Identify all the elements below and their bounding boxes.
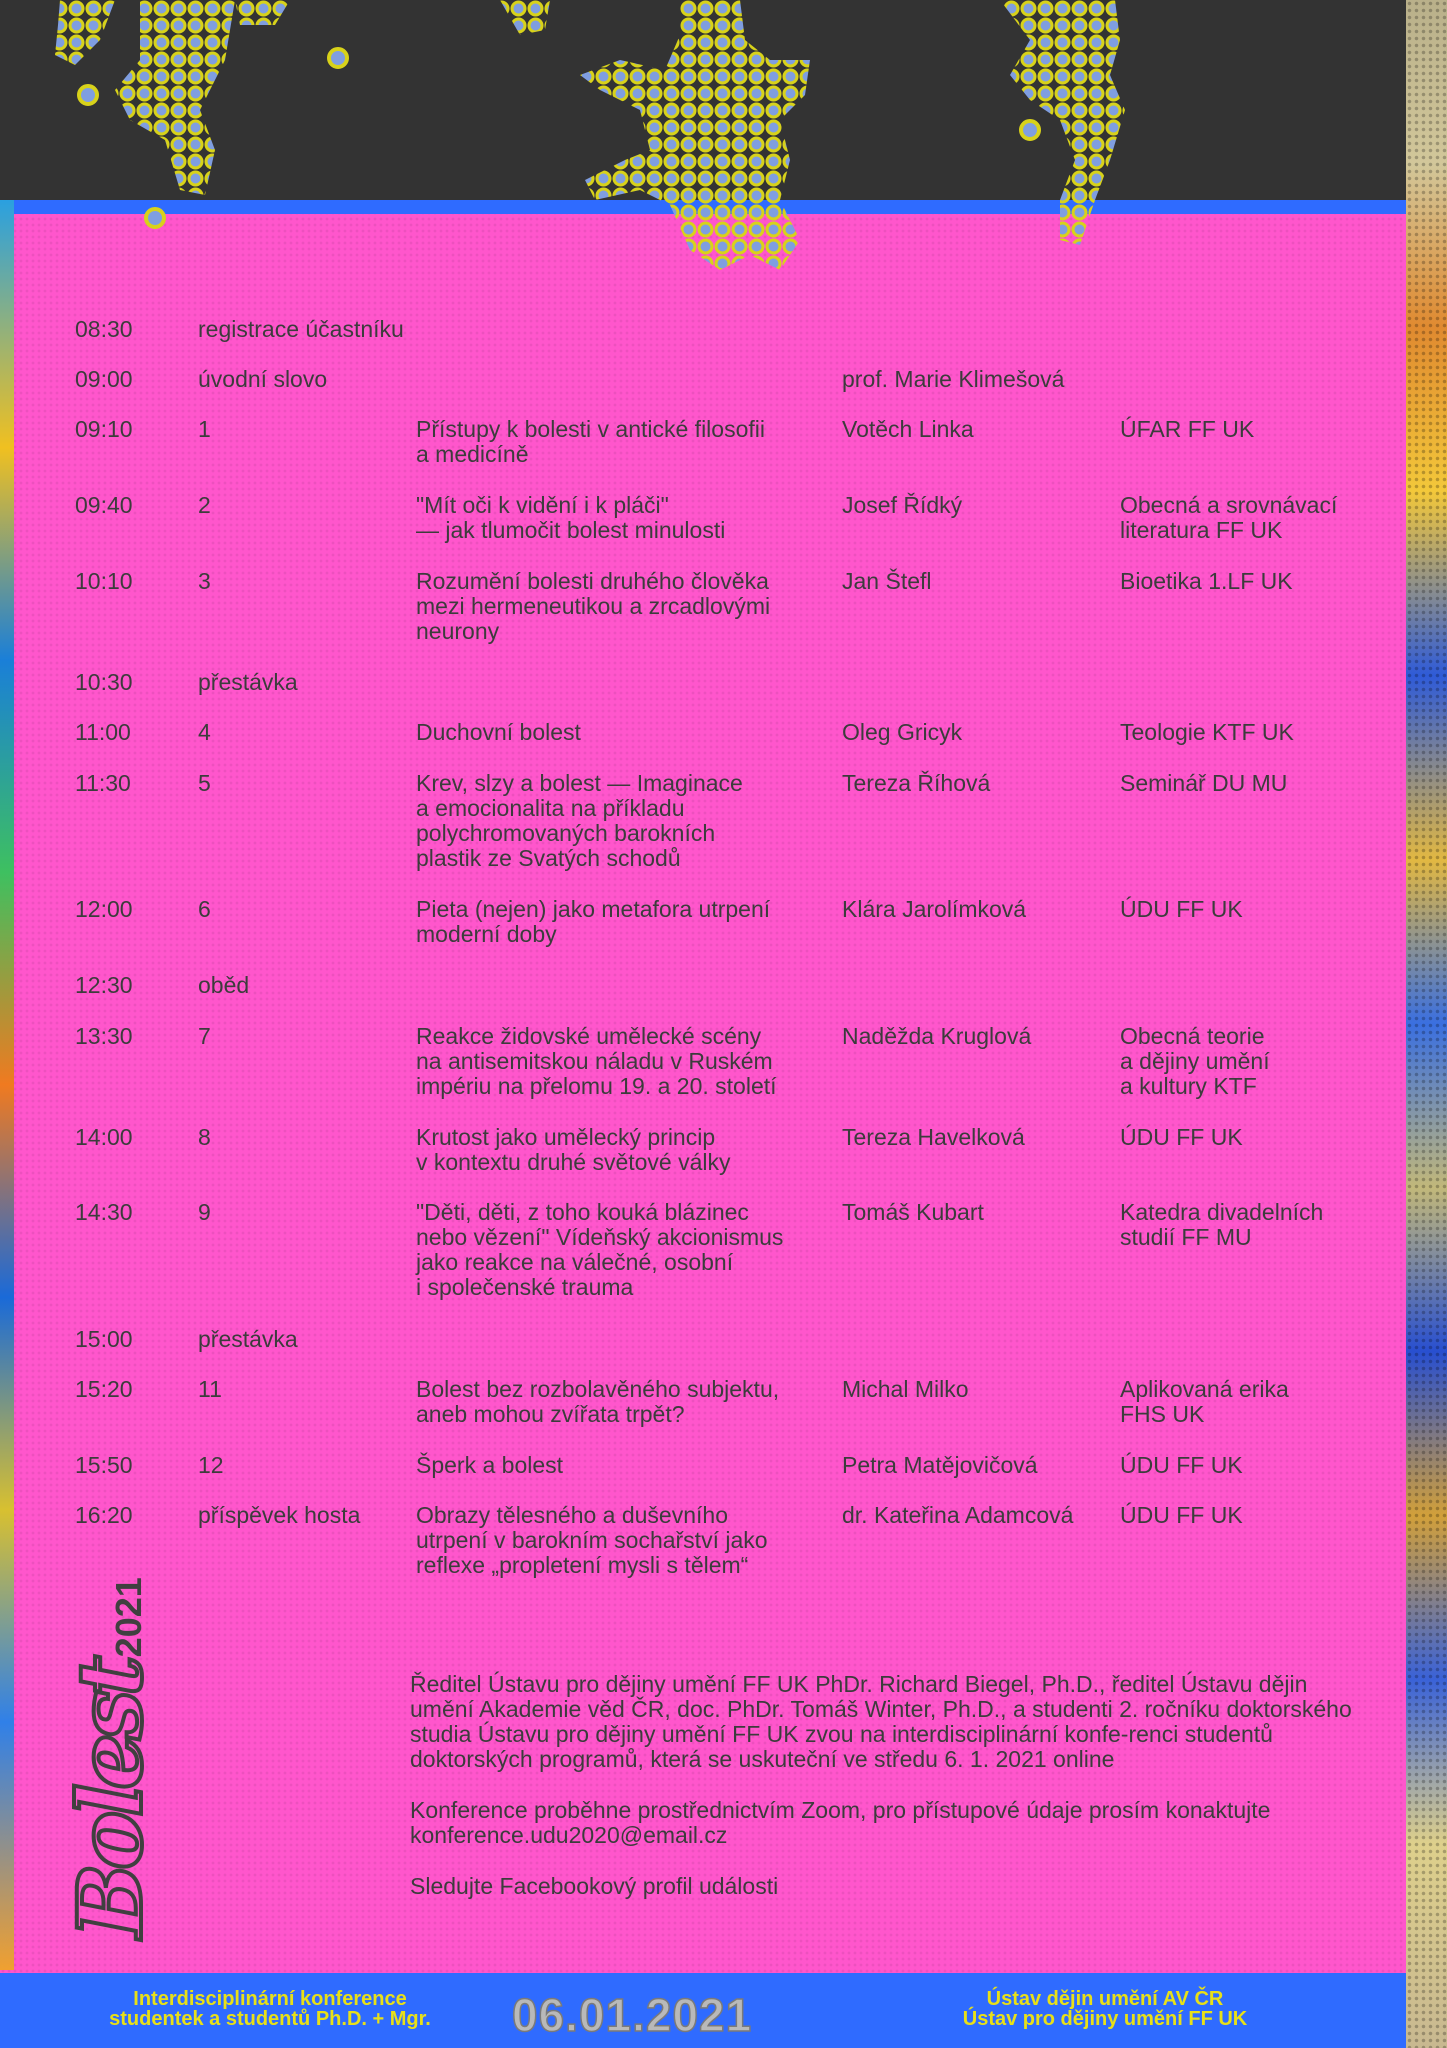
schedule-speaker: Tereza Říhová	[842, 770, 991, 796]
schedule-talk-title: "Mít oči k vidění i k pláči" — jak tlumočit bolest minulosti	[416, 492, 726, 543]
schedule-affiliation: Aplikovaná erika FHS UK	[1120, 1376, 1289, 1427]
footer-conference-label	[70, 1989, 470, 2029]
schedule-speaker: Klára Jarolímková	[842, 896, 1027, 922]
schedule-speaker: Josef Řídký	[842, 492, 963, 518]
schedule-time: 15:20	[75, 1376, 133, 1402]
schedule-talk-title: Šperk a bolest	[416, 1452, 564, 1478]
schedule-affiliation: Bioetika 1.LF UK	[1120, 568, 1293, 594]
dotted-blob-decoration	[0, 0, 1406, 300]
schedule-talk-title: Rozumění bolesti druhého člověka mezi hermeneutikou a zrcadlovými neurony	[416, 568, 771, 644]
schedule-talk-title: Reakce židovské umělecké scény na antisemitskou náladu v Ruském impériu na přelomu 19. a 20. století	[416, 1023, 777, 1099]
schedule-affiliation: ÚDU FF UK	[1120, 1502, 1243, 1528]
schedule-talk-title: Duchovní bolest	[416, 719, 581, 745]
schedule-slot-label: přestávka	[198, 669, 298, 695]
schedule-slot-label: oběd	[198, 972, 250, 998]
schedule-affiliation: Teologie KTF UK	[1120, 719, 1294, 745]
schedule-time: 09:40	[75, 492, 133, 518]
schedule-speaker: Tomáš Kubart	[842, 1199, 984, 1225]
schedule-speaker: Jan Štefl	[842, 568, 932, 594]
schedule-speaker: Oleg Gricyk	[842, 719, 963, 745]
left-edge-pattern	[0, 200, 14, 1970]
schedule-slot-label: 8	[198, 1124, 211, 1150]
schedule-affiliation: Obecná teorie a dějiny umění a kultury KTF	[1120, 1023, 1270, 1099]
schedule-talk-title: Obrazy tělesného a duševního utrpení v barokním sochařství jako reflexe „propletení mysli s tělem“	[416, 1502, 768, 1578]
schedule-talk-title: Přístupy k bolesti v antické filosofii a medicíně	[416, 416, 765, 467]
invitation-paragraph: Konference proběhne prostřednictvím Zoom, pro přístupové údaje prosím konaktujte konference.udu2020@email.cz	[410, 1797, 1271, 1848]
footer-line: Interdisciplinární konference	[133, 1988, 407, 2010]
schedule-affiliation: ÚDU FF UK	[1120, 1452, 1243, 1478]
schedule-time: 11:30	[75, 770, 131, 796]
schedule-speaker: Votěch Linka	[842, 416, 974, 442]
schedule-speaker: Petra Matějovičová	[842, 1452, 1038, 1478]
schedule-slot-label: 9	[198, 1199, 211, 1225]
schedule-affiliation: ÚDU FF UK	[1120, 1124, 1243, 1150]
logo-wordmark: Bolest	[58, 1661, 162, 1938]
schedule-time: 10:30	[75, 669, 133, 695]
schedule-time: 15:00	[75, 1326, 133, 1352]
schedule-affiliation: Seminář DU MU	[1120, 770, 1288, 796]
schedule-time: 10:10	[75, 568, 133, 594]
schedule-slot-label: 12	[198, 1452, 224, 1478]
footer-line: studentek a studentů Ph.D. + Mgr.	[109, 2008, 431, 2030]
schedule-talk-title: Krutost jako umělecký princip v kontextu druhé světové války	[416, 1124, 731, 1175]
schedule-affiliation: ÚFAR FF UK	[1120, 416, 1255, 442]
schedule-time: 13:30	[75, 1023, 133, 1049]
schedule-affiliation: Katedra divadelních studií FF MU	[1120, 1199, 1324, 1250]
schedule-slot-label: 6	[198, 896, 211, 922]
schedule-time: 09:10	[75, 416, 133, 442]
schedule-time: 12:00	[75, 896, 133, 922]
footer-line: Ústav dějin umění AV ČR	[986, 1988, 1224, 2010]
schedule-slot-label: úvodní slovo	[198, 366, 328, 392]
schedule-talk-title: "Děti, děti, z toho kouká blázinec nebo vězení" Vídeňský akcionismus jako reakce na válečné, osobní i společenské trauma	[416, 1199, 784, 1300]
invitation-text	[410, 1672, 1360, 1925]
schedule-speaker: dr. Kateřina Adamcová	[842, 1502, 1074, 1528]
schedule-time: 08:30	[75, 316, 133, 342]
schedule-time: 12:30	[75, 972, 133, 998]
schedule-slot-label: přestávka	[198, 1326, 298, 1352]
schedule-affiliation: ÚDU FF UK	[1120, 896, 1243, 922]
schedule-slot-label: 7	[198, 1023, 211, 1049]
bolest-logo	[58, 1577, 168, 1938]
schedule-time: 15:50	[75, 1452, 133, 1478]
schedule-talk-title: Pieta (nejen) jako metafora utrpení moderní doby	[416, 896, 771, 947]
schedule-talk-title: Bolest bez rozbolavěného subjektu, aneb mohou zvířata trpět?	[416, 1376, 780, 1427]
schedule-slot-label: registrace účastníku	[198, 316, 404, 342]
invitation-paragraph: Sledujte Facebookový profil události	[410, 1873, 779, 1899]
schedule-slot-label: 3	[198, 568, 211, 594]
footer-date: 06.01.2021	[512, 1989, 753, 2041]
footer-line: Ústav pro dějiny umění FF UK	[962, 2008, 1248, 2030]
schedule-slot-label: 11	[198, 1376, 222, 1402]
schedule-time: 16:20	[75, 1502, 133, 1528]
invitation-paragraph: Ředitel Ústavu pro dějiny umění FF UK PhDr. Richard Biegel, Ph.D., ředitel Ústavu dějin umění Akademie věd ČR, doc. PhDr. Tomáš Winter, Ph.D., a studenti 2. ročníku doktorského studia Ústavu pro dějiny umění FF UK zvou na interdisciplinární konfe-renci studentů doktorských programů, která se uskuteční ve středu 6. 1. 2021 online	[410, 1671, 1352, 1772]
schedule-affiliation: Obecná a srovnávací literatura FF UK	[1120, 492, 1338, 543]
schedule-speaker: prof. Marie Klimešová	[842, 366, 1065, 392]
schedule-speaker: Naděžda Kruglová	[842, 1023, 1032, 1049]
schedule-talk-title: Krev, slzy a bolest — Imaginace a emocionalita na příkladu polychromovaných barokních plastik ze Svatých schodů	[416, 770, 743, 871]
schedule-time: 09:00	[75, 366, 133, 392]
schedule-slot-label: 2	[198, 492, 211, 518]
schedule-slot-label: 5	[198, 770, 211, 796]
schedule-time: 14:30	[75, 1199, 133, 1225]
schedule-time: 11:00	[75, 719, 131, 745]
right-edge-halftone	[1406, 0, 1447, 2048]
logo-year: 2021	[108, 1577, 149, 1658]
schedule-speaker: Tereza Havelková	[842, 1124, 1025, 1150]
schedule-speaker: Michal Milko	[842, 1376, 969, 1402]
footer-organizers	[905, 1989, 1305, 2029]
schedule-slot-label: příspěvek hosta	[198, 1502, 361, 1528]
schedule-time: 14:00	[75, 1124, 133, 1150]
schedule-slot-label: 4	[198, 719, 211, 745]
schedule-slot-label: 1	[198, 416, 211, 442]
